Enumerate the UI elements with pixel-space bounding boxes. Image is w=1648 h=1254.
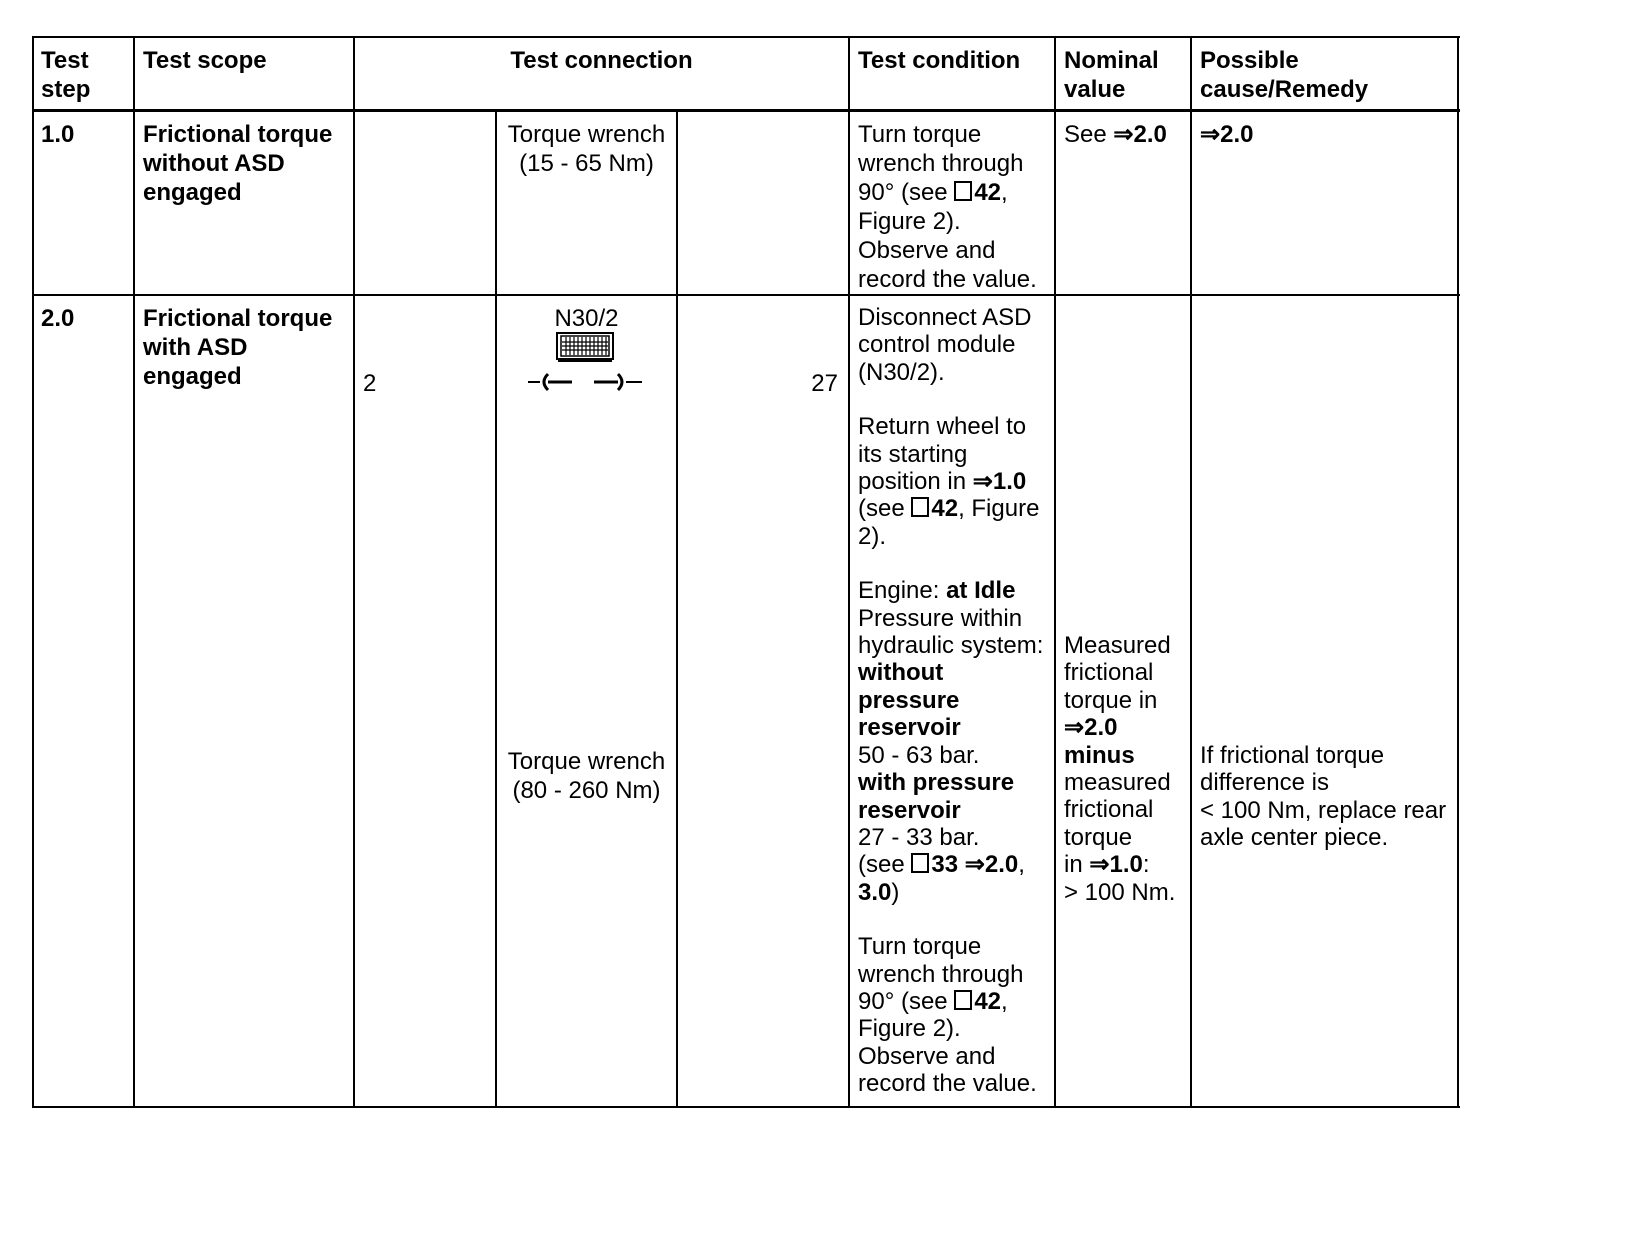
table-bottom-border xyxy=(32,1106,1460,1108)
row2-condition: Disconnect ASD control module (N30/2). Return wheel to its starting position in ⇒1.0 (see 42, Figure 2). Engine: at Idle Pressure within hydraulic system: without pressure reservoir 50 - 63 bar. with pressure reservoir 27 - 33 bar. (see 33 ⇒2.0, 3.0) Turn torque wrench through 90° (see 42, Figure 2). Observe and record the value. xyxy=(858,304,1044,1098)
disconnected-plug-icon xyxy=(528,370,644,394)
row1-tool: Torque wrench (15 - 65 Nm) xyxy=(507,121,666,177)
arrow-ref-icon: ⇒ xyxy=(1089,851,1110,879)
row2-nominal: Measured frictional torque in ⇒2.0 minus measured frictional torque in ⇒1.0: > 100 Nm. xyxy=(1064,632,1176,906)
row1-bottom-border xyxy=(32,294,1460,296)
page-ref-icon xyxy=(911,497,929,517)
row1-condition: Turn torque wrench through 90° (see 42, Figure 2). Observe and record the value. xyxy=(858,121,1037,293)
page-ref-icon xyxy=(911,853,929,873)
header-possible-cause: Possible cause/Remedy xyxy=(1200,47,1369,103)
page-ref-icon xyxy=(954,181,972,201)
row2-connector-label: N30/2 xyxy=(554,305,619,332)
header-nominal-value: Nominal value xyxy=(1064,47,1159,103)
row1-cause: ⇒2.0 xyxy=(1200,121,1254,148)
row2-scope: Frictional torque with ASD engaged xyxy=(143,305,333,390)
arrow-ref-icon: ⇒ xyxy=(1064,714,1085,742)
row2-tool: Torque wrench (80 - 260 Nm) xyxy=(507,748,666,804)
row1-nominal: See ⇒2.0 xyxy=(1064,121,1167,148)
col-border-condition xyxy=(1054,36,1056,1108)
col-border-right xyxy=(1457,36,1459,1108)
row2-cause: If frictional torque difference is < 100 Nm, replace rear axle center piece. xyxy=(1200,742,1447,852)
arrow-ref-icon: ⇒ xyxy=(1200,121,1221,148)
row1-step: 1.0 xyxy=(41,121,75,148)
control-module-connector-icon xyxy=(554,331,616,365)
table-top-border xyxy=(32,36,1460,38)
arrow-ref-icon: ⇒ xyxy=(972,468,993,496)
header-test-scope: Test scope xyxy=(143,47,267,74)
col-border-conn-b xyxy=(676,110,678,1108)
row2-pin-left: 2 xyxy=(363,370,377,397)
arrow-ref-icon: ⇒ xyxy=(1113,121,1134,148)
arrow-ref-icon: ⇒ xyxy=(964,851,985,879)
row1-scope: Frictional torque without ASD engaged xyxy=(143,121,333,206)
page-ref-icon xyxy=(954,990,972,1010)
col-border-step xyxy=(133,36,135,1108)
col-border-conn-a xyxy=(495,110,497,1108)
col-border-nominal xyxy=(1190,36,1192,1108)
row2-pin-right: 27 xyxy=(811,370,838,397)
col-border-scope xyxy=(353,36,355,1108)
header-test-step: Test step xyxy=(41,47,91,103)
col-border-connection xyxy=(848,36,850,1108)
col-border-left xyxy=(32,36,34,1108)
header-bottom-border xyxy=(32,109,1460,112)
row2-step: 2.0 xyxy=(41,305,75,332)
header-test-condition: Test condition xyxy=(858,47,1021,74)
header-test-connection: Test connection xyxy=(510,47,693,74)
